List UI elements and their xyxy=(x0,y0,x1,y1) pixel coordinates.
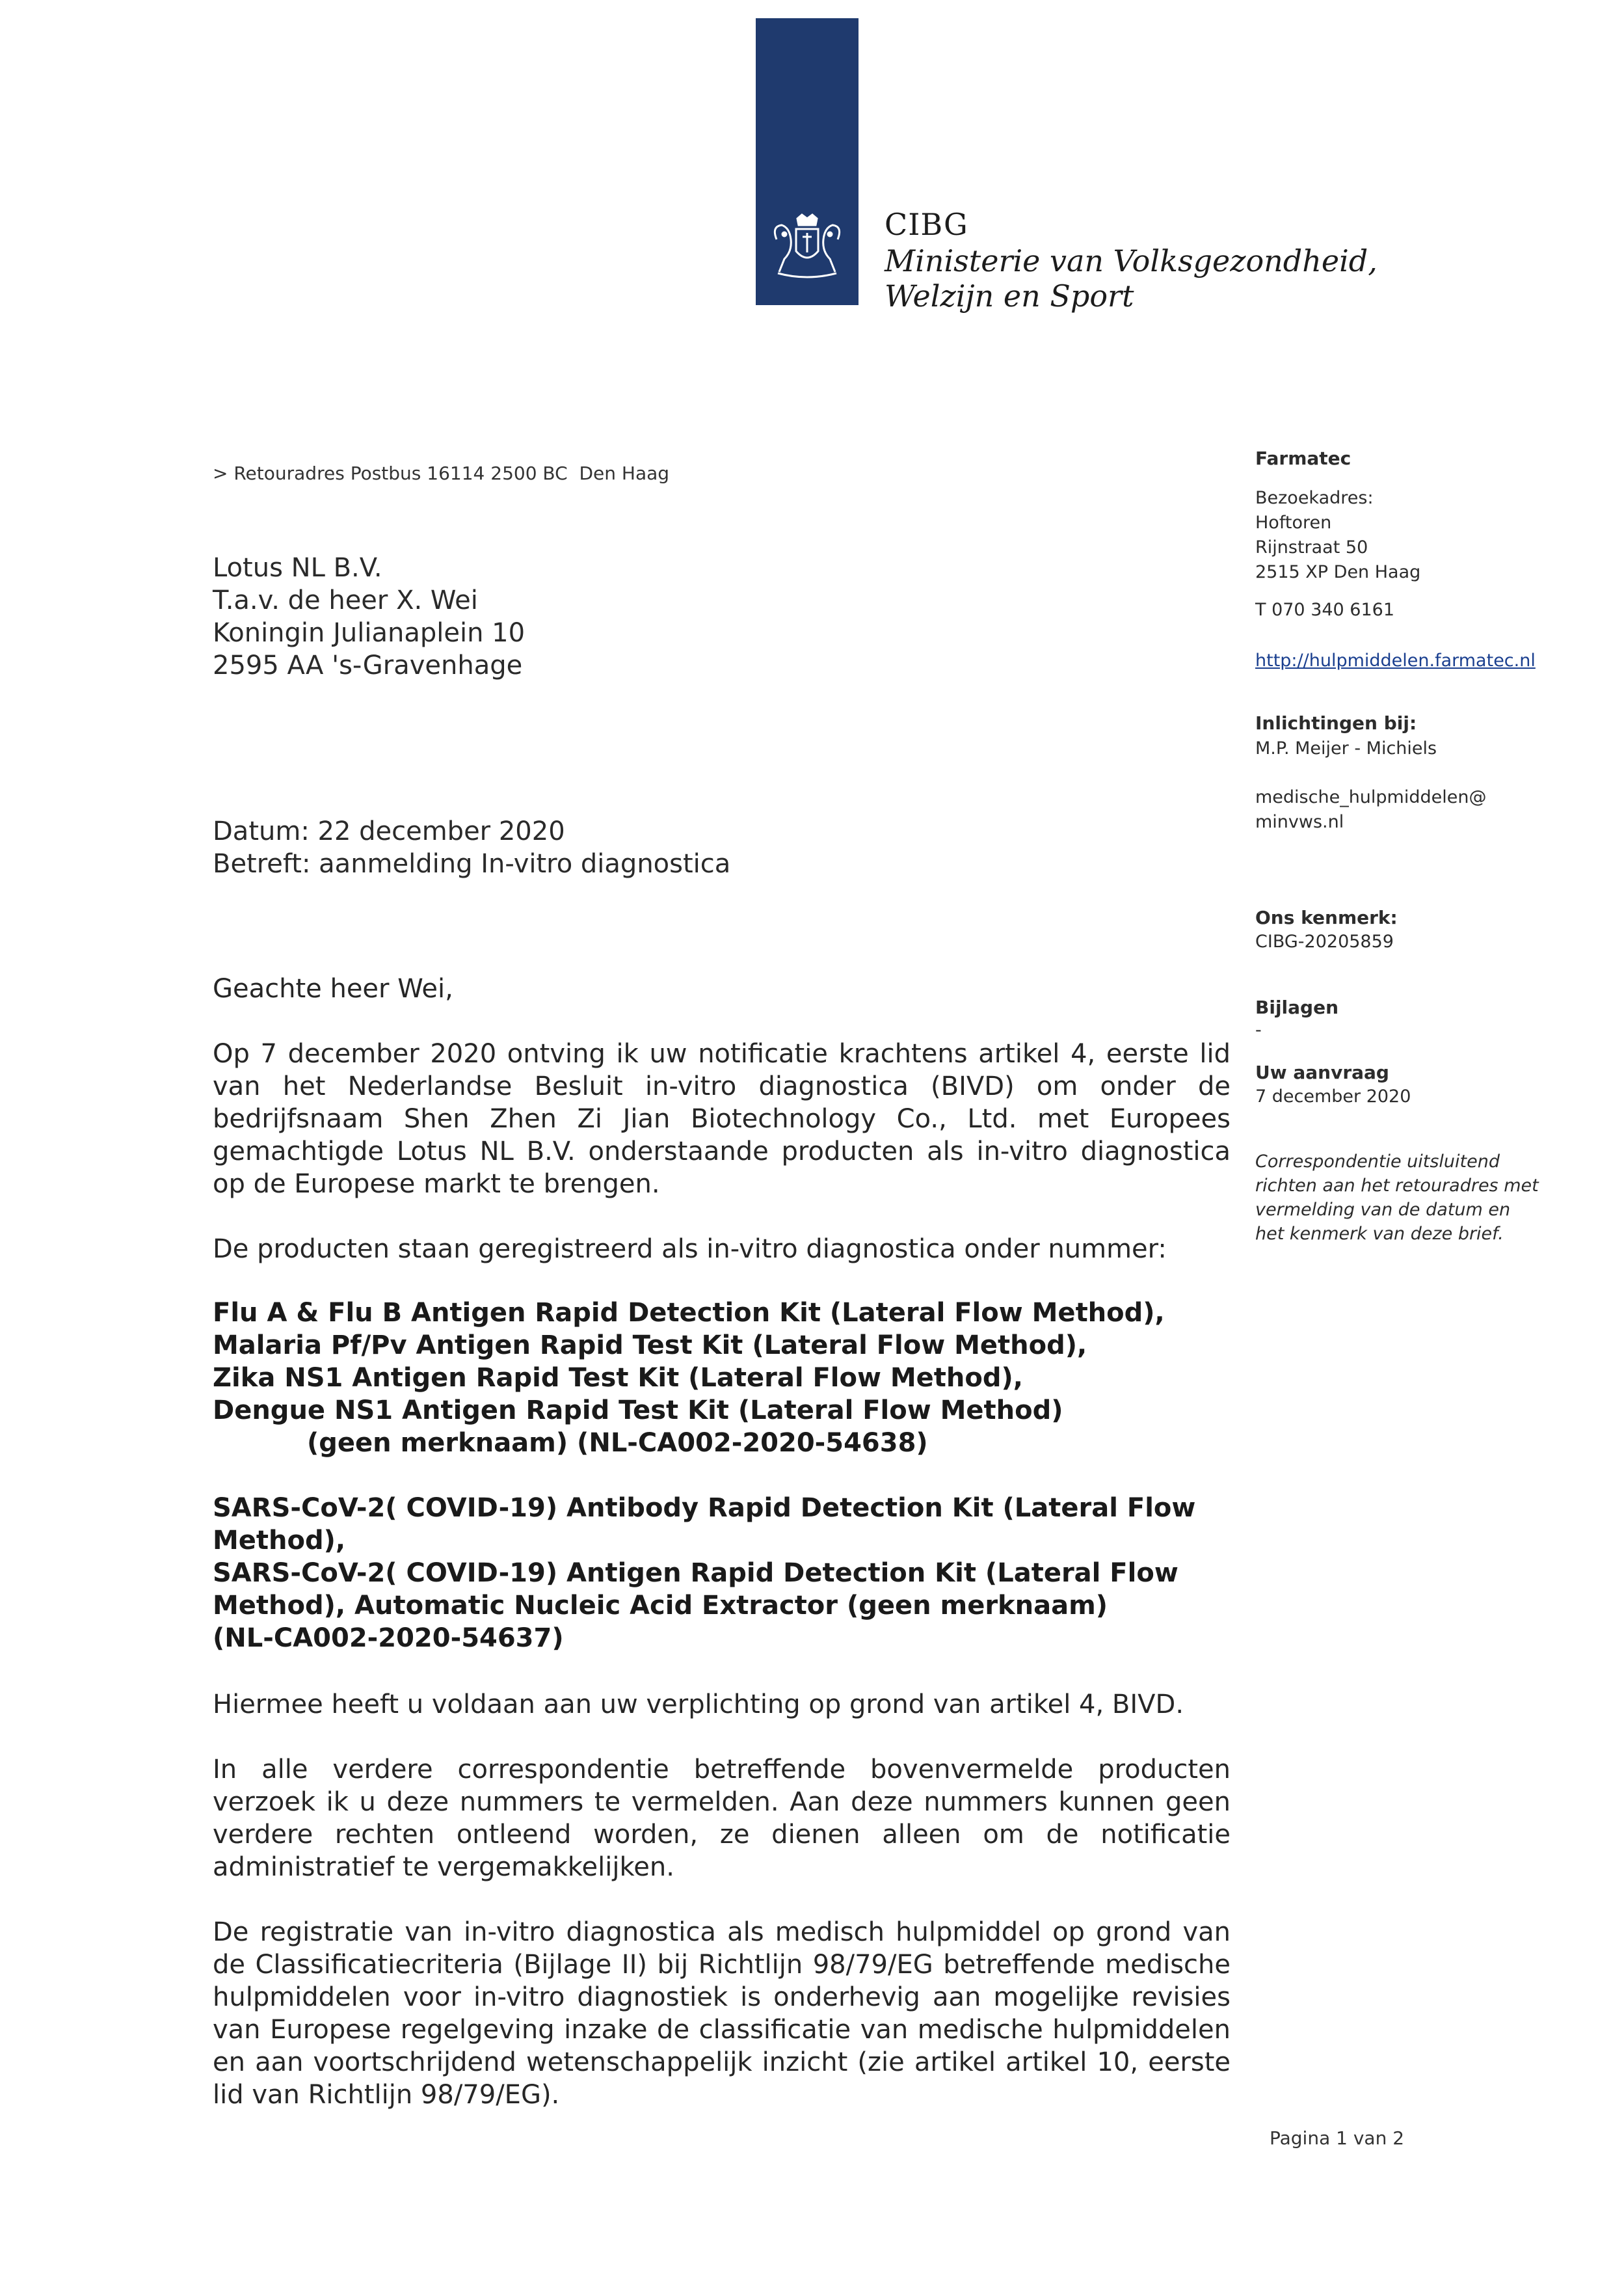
paragraph-registration: De producten staan geregistreerd als in-vitro diagnostica onder nummer: xyxy=(213,1234,1167,1264)
page-number: Pagina 1 van 2 xyxy=(1270,2127,1405,2149)
paragraph-classification: De registratie van in-vitro diagnostica als medisch hulpmiddel op grond van de Classificatiecriteria (Bijlage II) bij Richtlijn 98/79/EG betreffende medische hulpmiddelen voor in-vitro diagnostiek is onderhevig aan mogelijke revisies van Europese regelgeving inzake de classificatie van medische hulpmiddelen en aan voortschrijdend wetenschappelijk inzicht (zie artikel artikel 10, eerste lid van Richtlijn 98/79/EG). xyxy=(213,1917,1231,2110)
paragraph-correspondence: In alle verdere correspondentie betreffende bovenvermelde producten verzoek ik u deze nummers te vermelden. Aan deze nummers kunnen geen verdere rechten ontleend worden, ze dienen alleen om de notificatie administratief te vergemakkelijken. xyxy=(213,1755,1231,1882)
product-list-2-line2: Method), xyxy=(213,1526,346,1556)
visit-address-street: Rijnstraat 50 xyxy=(1255,537,1368,558)
info-email-line2: minvws.nl xyxy=(1255,812,1344,832)
product-list-2-line3: SARS-CoV-2( COVID-19) Antigen Rapid Detection Kit (Lateral Flow xyxy=(213,1558,1178,1588)
product-list-1-line1: Flu A & Flu B Antigen Rapid Detection Kit (Lateral Flow Method), xyxy=(213,1298,1165,1328)
letter-date: Datum: 22 december 2020 xyxy=(213,816,565,846)
visit-address-building: Hoftoren xyxy=(1255,513,1332,533)
correspondence-note-line3: vermelding van de datum en xyxy=(1255,1200,1511,1220)
correspondence-note-line2: richten aan het retouradres met xyxy=(1255,1176,1539,1196)
info-label: Inlichtingen bij: xyxy=(1255,712,1417,734)
product-list-1-line3: Zika NS1 Antigen Rapid Test Kit (Lateral Flow Method), xyxy=(213,1363,1023,1393)
request-label: Uw aanvraag xyxy=(1255,1062,1389,1083)
correspondence-note-line1: Correspondentie uitsluitend xyxy=(1255,1152,1500,1172)
visit-address-city: 2515 XP Den Haag xyxy=(1255,562,1421,582)
product-list-2-line1: SARS-CoV-2( COVID-19) Antibody Rapid Detection Kit (Lateral Flow xyxy=(213,1493,1196,1523)
addressee-city: 2595 AA 's-Gravenhage xyxy=(213,651,523,680)
logo-ministry-line1: Ministerie van Volksgezondheid, xyxy=(885,243,1378,278)
info-contact-name: M.P. Meijer - Michiels xyxy=(1255,738,1437,759)
attachments-label: Bijlagen xyxy=(1255,997,1338,1018)
attachments-value: - xyxy=(1255,1020,1262,1040)
product-list-2-number: (NL-CA002-2020-54637) xyxy=(213,1623,564,1653)
addressee-attention: T.a.v. de heer X. Wei xyxy=(213,586,478,615)
request-date: 7 december 2020 xyxy=(1255,1086,1411,1107)
product-list-2-line4: Method), Automatic Nucleic Acid Extractor (geen merknaam) xyxy=(213,1591,1108,1621)
logo-organization: CIBG xyxy=(885,207,968,242)
phone-number: T 070 340 6161 xyxy=(1255,600,1395,620)
department-heading: Farmatec xyxy=(1255,448,1351,469)
website-link[interactable]: http://hulpmiddelen.farmatec.nl xyxy=(1255,651,1536,671)
visit-address-label: Bezoekadres: xyxy=(1255,488,1374,508)
coat-of-arms-icon xyxy=(765,213,849,285)
return-address: > Retouradres Postbus 16114 2500 BC Den Haag xyxy=(213,463,670,484)
info-email-line1: medische_hulpmiddelen@ xyxy=(1255,787,1487,807)
logo-bar xyxy=(756,18,859,305)
paragraph-notification: Op 7 december 2020 ontving ik uw notificatie krachtens artikel 4, eerste lid van het Nederlandse Besluit in-vitro diagnostica (BIVD) om onder de bedrijfsnaam Shen Zhen Zi Jian Biotechnology Co., Ltd. met Europees gemachtigde Lotus NL B.V. onderstaande producten als in-vitro diagnostica op de Europese markt te brengen. xyxy=(213,1039,1231,1199)
paragraph-obligation: Hiermee heeft u voldaan aan uw verplichting op grond van artikel 4, BIVD. xyxy=(213,1690,1184,1719)
product-list-1-line2: Malaria Pf/Pv Antigen Rapid Test Kit (Lateral Flow Method), xyxy=(213,1330,1087,1360)
reference-number: CIBG-20205859 xyxy=(1255,932,1394,952)
letter-subject: Betreft: aanmelding In-vitro diagnostica xyxy=(213,849,731,879)
product-list-1-line4: Dengue NS1 Antigen Rapid Test Kit (Lateral Flow Method) xyxy=(213,1395,1063,1425)
logo-ministry-line2: Welzijn en Sport xyxy=(885,278,1134,314)
addressee-street: Koningin Julianaplein 10 xyxy=(213,618,526,648)
product-list-1-number: (geen merknaam) (NL-CA002-2020-54638) xyxy=(307,1428,928,1458)
correspondence-note-line4: het kenmerk van deze brief. xyxy=(1255,1224,1504,1244)
salutation: Geachte heer Wei, xyxy=(213,974,453,1004)
reference-label: Ons kenmerk: xyxy=(1255,907,1398,928)
addressee-company: Lotus NL B.V. xyxy=(213,553,382,583)
